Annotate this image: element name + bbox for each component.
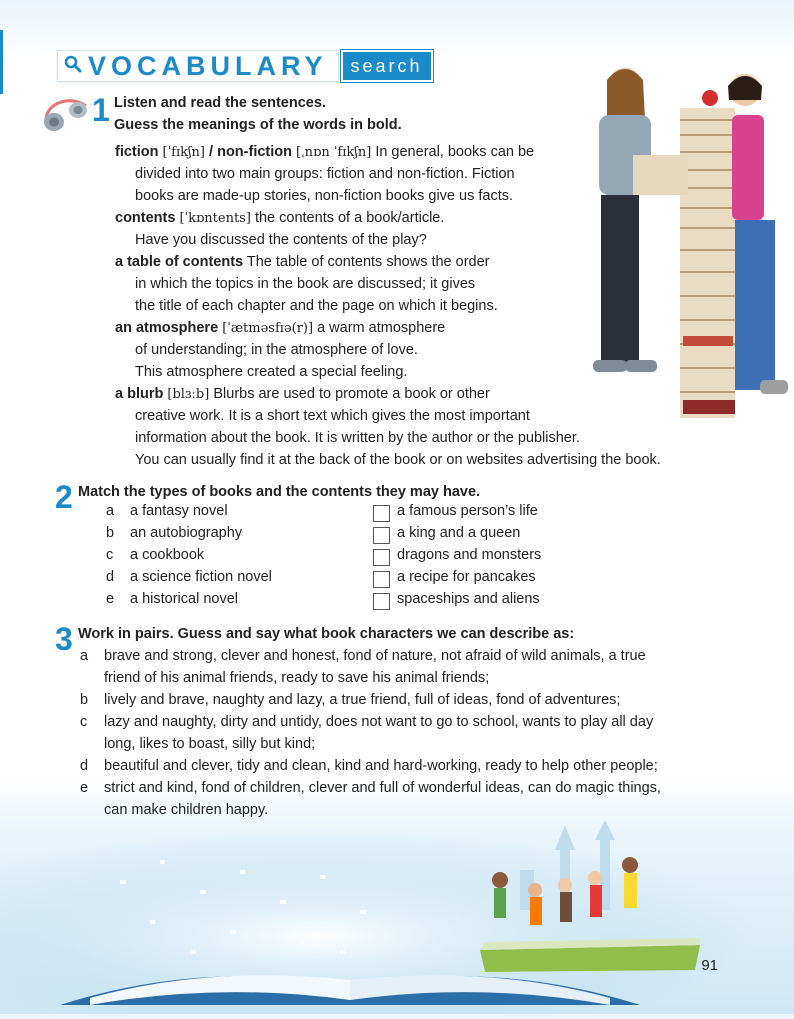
match-checkbox[interactable] (373, 505, 390, 522)
exercise-1-instruction-2: Guess the meanings of the words in bold. (114, 117, 402, 133)
match-right-text: dragons and monsters (397, 547, 542, 563)
description-line: long, likes to boast, silly but kind; (104, 736, 316, 752)
side-accent-bar (0, 30, 3, 94)
definition-line: books are made-up stories, non-fiction books give us facts. (135, 188, 513, 204)
match-left-text: a historical novel (130, 591, 238, 607)
item-letter: b (106, 525, 115, 541)
item-letter: d (106, 569, 115, 585)
term-fiction: fiction (115, 144, 159, 160)
definition-line: in which the topics in the book are discussed; it gives (135, 276, 476, 292)
vocab-entry-fiction (115, 141, 534, 164)
headphones-icon (40, 92, 96, 141)
item-letter: a (80, 648, 89, 664)
match-checkbox[interactable] (373, 527, 390, 544)
definition-text: In general, books can be (375, 144, 535, 160)
definition-line: information about the book. It is written by the author or the publisher. (135, 430, 580, 446)
term-separator: / (205, 144, 218, 160)
exercise-2-number: 2 (55, 479, 73, 515)
definition-line: of understanding; in the atmosphere of love. (135, 342, 418, 358)
description-line: beautiful and clever, tidy and clean, kind and hard-working, ready to help other people; (104, 758, 658, 774)
vocab-entry-table-of-contents (115, 251, 490, 273)
term-table-of-contents: a table of contents (115, 254, 244, 270)
match-right-text: spaceships and aliens (397, 591, 540, 607)
definition-line: creative work. It is a short text which gives the most important (135, 408, 530, 424)
girls-with-books-illustration (585, 60, 790, 430)
term-contents: contents (115, 210, 176, 226)
term-blurb: a blurb (115, 386, 164, 402)
term-atmosphere: an atmosphere (115, 320, 219, 336)
description-line: lazy and naughty, dirty and untidy, does not want to go to school, wants to play all day (104, 714, 654, 730)
match-left-item (106, 591, 114, 607)
definition-line: divided into two main groups: fiction and non-fiction. Fiction (135, 166, 515, 182)
match-left-item (106, 525, 114, 541)
match-right-text: a recipe for pancakes (397, 569, 536, 585)
search-tag: search (341, 50, 433, 82)
phonetic-fiction: [ˈfɪkʃn] (162, 145, 205, 160)
vocab-entry-contents (115, 207, 444, 230)
vocabulary-title-box (57, 50, 339, 82)
phonetic-blurb: [blɜːb] (167, 387, 210, 402)
match-right-text: a king and a queen (397, 525, 521, 541)
phonetic-non-fiction: [ˌnɒn ˈfɪkʃn] (296, 145, 372, 160)
definition-text: the contents of a book/article. (254, 210, 445, 226)
match-checkbox[interactable] (373, 571, 390, 588)
item-letter: b (80, 692, 89, 708)
item-letter: e (106, 591, 115, 607)
match-left-item (106, 569, 114, 585)
match-checkbox[interactable] (373, 593, 390, 610)
match-right-text: a famous person’s life (397, 503, 538, 519)
item-letter: e (80, 780, 89, 796)
match-left-text: an autobiography (130, 525, 243, 541)
vocab-entry-atmosphere (115, 317, 445, 340)
item-letter: d (80, 758, 89, 774)
definition-line: This atmosphere created a special feeling. (135, 364, 408, 380)
definition-text: a warm atmosphere (317, 320, 446, 336)
term-non-fiction: non-fiction (217, 144, 292, 160)
definition-text: Blurbs are used to promote a book or other (213, 386, 490, 402)
vocab-entry-blurb (115, 383, 490, 406)
book-stack-icon (680, 108, 735, 418)
exercise-3-instruction: Work in pairs. Guess and say what book characters we can describe as: (78, 626, 575, 642)
vocabulary-search-header (57, 50, 433, 82)
definition-line: You can usually find it at the back of the book or on websites advertising the book. (135, 452, 661, 468)
section-title: VOCABULARY (88, 50, 328, 81)
description-line: lively and brave, naughty and lazy, a true friend, full of ideas, fond of adventures; (104, 692, 621, 708)
description-line: friend of his animal friends, ready to save his animal friends; (104, 670, 490, 686)
match-left-item (106, 547, 113, 563)
match-left-text: a fantasy novel (130, 503, 228, 519)
item-letter: c (106, 547, 114, 563)
match-left-text: a cookbook (130, 547, 205, 563)
definition-line: the title of each chapter and the page on which it begins. (135, 298, 498, 314)
open-book-illustration (0, 820, 794, 1019)
match-left-text: a science fiction novel (130, 569, 272, 585)
definition-text: The table of contents shows the order (246, 254, 490, 270)
phonetic-atmosphere: [ˈætməsfɪə(r)] (222, 321, 314, 336)
search-icon (64, 55, 82, 78)
description-line: brave and strong, clever and honest, fond of nature, not afraid of wild animals, a true (104, 648, 646, 664)
definition-line: Have you discussed the contents of the play? (135, 232, 427, 248)
match-checkbox[interactable] (373, 549, 390, 566)
apple-icon (702, 90, 718, 106)
description-line: strict and kind, fond of children, clever and full of wonderful ideas, can do magic things, (104, 780, 661, 796)
phonetic-contents: [ˈkɒntents] (179, 211, 251, 226)
girl-right (728, 74, 788, 394)
exercise-1-number: 1 (92, 92, 110, 128)
exercise-2-instruction: Match the types of books and the contents they may have. (78, 484, 481, 500)
item-letter: a (106, 503, 115, 519)
match-left-item (106, 503, 114, 519)
exercise-3-number: 3 (55, 621, 73, 657)
girl-left (593, 68, 688, 372)
item-letter: c (80, 714, 88, 730)
description-line: can make children happy. (104, 802, 269, 818)
page-number: 91 (701, 957, 718, 974)
exercise-1-instruction-1: Listen and read the sentences. (114, 95, 326, 111)
